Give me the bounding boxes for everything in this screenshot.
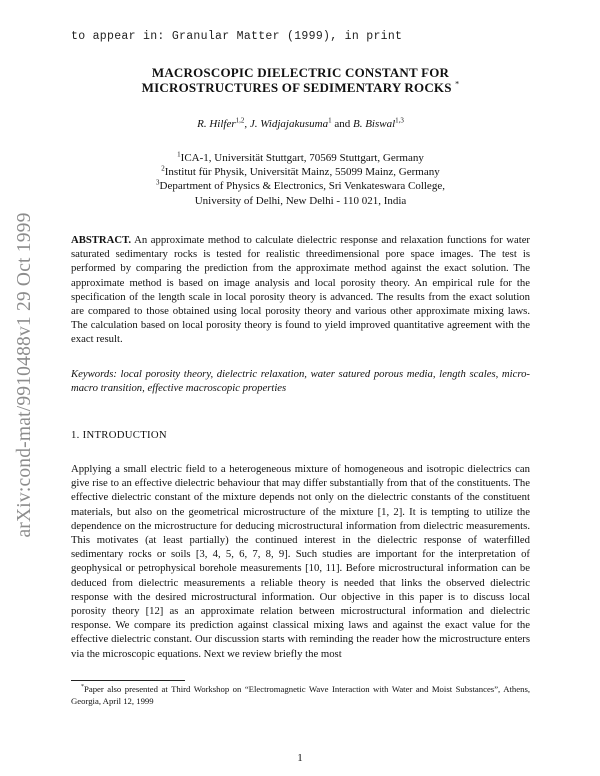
affiliation-text: ICA-1, Universität Stuttgart, 70569 Stuttgart, Germany <box>180 152 424 164</box>
affiliation-text: Institut für Physik, Universität Mainz, 55099 Mainz, Germany <box>164 166 440 179</box>
author-name: J. Widjajakusuma <box>249 118 329 130</box>
author-list <box>71 118 530 130</box>
author-separator: and <box>331 118 353 130</box>
title-line-2: MICROSTRUCTURES OF SEDIMENTARY ROCKS * <box>141 79 460 95</box>
affiliation-text: Department of Physics & Electronics, Sri Venkateswara College, <box>159 180 445 193</box>
affiliation-line <box>71 179 530 193</box>
author-affiliation-mark: 1 <box>328 116 332 125</box>
title-line-1: MACROSCOPIC DIELECTRIC CONSTANT FOR <box>151 65 450 80</box>
affiliation-line <box>71 194 530 208</box>
arxiv-identifier-stamp <box>10 210 40 540</box>
abstract-text: An approximate method to calculate dielectric response and relaxation functions for water saturated sedimentary rocks is tested for realistic threedimensional pore space images. The test is performed by comparing the prediction from the approximate method against the exact solution. The approximate method is based on image analysis and local porosity theory. An empirical rule for the specification of the length scale in local porosity theory is advanced. The results from the exact solution are compared to those obtained using local porosity theory and various other approximate mixing laws. The calculation based on local porosity theory is found to yield improved quantitative agreement with the exact result. <box>71 234 530 346</box>
footnote-divider <box>71 680 185 681</box>
author-separator: , <box>244 118 250 130</box>
footnote-mark: * <box>81 684 84 691</box>
affiliation-line <box>71 151 530 165</box>
author-affiliation-mark: 1,3 <box>395 116 404 125</box>
author-name: B. Biswal <box>352 118 396 130</box>
author-affiliation-mark: 1,2 <box>235 116 245 125</box>
footnote <box>71 684 530 707</box>
footnote-text: Paper also presented at Third Workshop on “Electromagnetic Wave Interaction with Water and Moist Substances”, Athens, Georgia, April 12, 1999 <box>71 684 530 706</box>
page-number: 1 <box>297 752 303 764</box>
abstract-label: ABSTRACT. <box>71 234 132 246</box>
affiliation-line <box>71 165 530 179</box>
affiliation-mark: 3 <box>156 178 160 187</box>
keywords: Keywords: local porosity theory, dielectric relaxation, water satured porous media, length scales, micro-macro transition, effective macroscopic properties <box>71 368 530 395</box>
author-name: R. Hilfer <box>197 118 236 130</box>
arxiv-stamp-text: arXiv:cond-mat/9910488v1 29 Oct 1999 <box>14 212 35 538</box>
abstract <box>71 233 530 347</box>
affiliation-text: University of Delhi, New Delhi - 110 021, India <box>194 194 407 207</box>
affiliation-block <box>71 151 530 208</box>
section-heading-introduction: 1. INTRODUCTION <box>71 429 167 441</box>
preprint-notice: to appear in: Granular Matter (1999), in print <box>71 30 403 43</box>
affiliation-mark: 1 <box>177 150 181 159</box>
title-footnote-mark: * <box>455 79 460 89</box>
paper-title <box>71 66 530 95</box>
affiliation-mark: 2 <box>161 164 165 173</box>
introduction-paragraph: Applying a small electric field to a heterogeneous mixture of homogeneous and isotropic dielectrics can give rise to an effective dielectric behaviour that may differ substantially from that of the constituents. The effective dielectric constant of the mixture depends not only on the dielectric constants of the constituent materials, but also on the geometrical microstructure of the mixture [1, 2]. It is tempting to utilize the dependence on the microstructure for deducing microstructural information from dielectric measurements. This motivates (at least partially) the continued interest in the dielectric response of waterfilled sedimentary rocks or soils [3, 4, 5, 6, 7, 8, 9]. Such studies are important for the interpretation of geophysical or petrophysical borehole measurements [10, 11]. Before microstructural information can be deduced from dielectric measurements a reliable theory is needed that links the observed dielectric response with the desired microstructural information. Our objective in this paper is to discuss local porosity theory [12] as an approximate relation between microstructural information and dielectric response. We compare its prediction against classical mixing laws and against the exact value for the effective dielectric constant. Our discussion starts with reminding the reader how the microstructure enters via the microscopic equations. Next we review briefly the most <box>71 463 530 660</box>
